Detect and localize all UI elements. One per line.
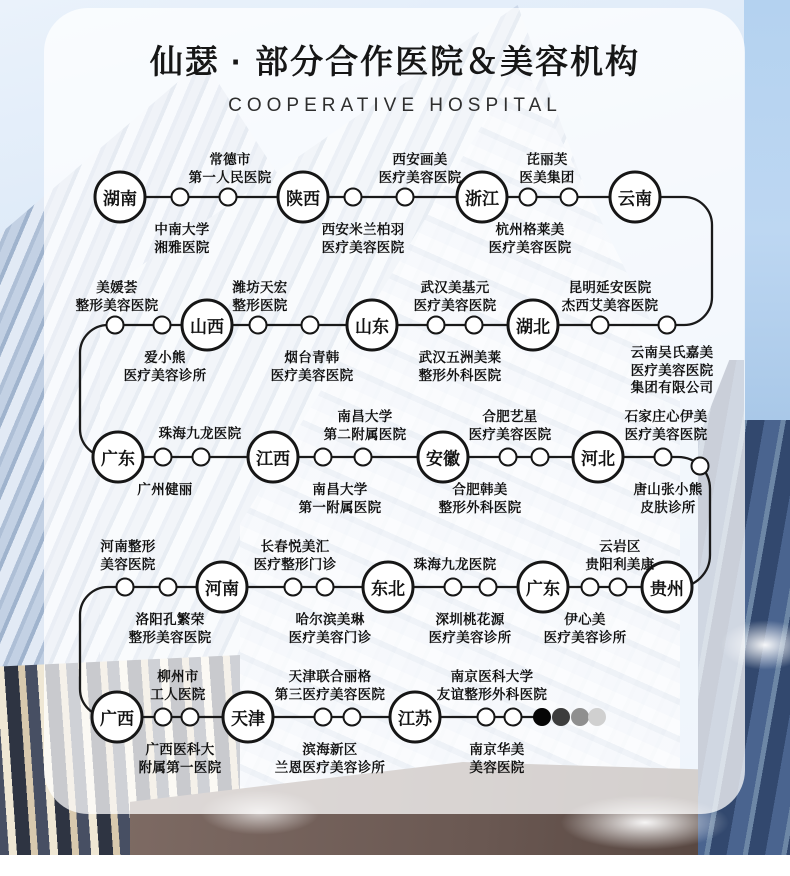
hospital-label — [289, 611, 372, 646]
station-node — [591, 316, 610, 335]
station-node — [519, 188, 538, 207]
hospital-label-line: 杰西艾美容医院 — [561, 297, 659, 313]
province-node — [456, 171, 509, 224]
hospital-label — [275, 741, 385, 776]
province-node — [247, 431, 300, 484]
hospital-label-line: 医疗美容医院 — [413, 297, 497, 313]
hospital-label-line: 柳州市 — [157, 669, 199, 684]
hospital-label — [562, 279, 659, 314]
hospital-label-line: 常德市 — [209, 152, 251, 167]
hospital-label-line: 西安米兰柏羽 — [321, 222, 405, 237]
hospital-label-line: 芘丽芙 — [526, 152, 568, 167]
hospital-label — [437, 668, 547, 703]
station-node — [560, 188, 579, 207]
hospital-label-line: 昆明延安医院 — [568, 280, 652, 295]
hospital-label-line: 云岩区 — [599, 539, 641, 554]
hospital-label-line: 医疗美容诊所 — [123, 367, 207, 383]
province-node — [609, 171, 662, 224]
hospital-label — [429, 611, 512, 646]
province-node — [517, 561, 570, 614]
hospital-label — [100, 538, 155, 573]
hospital-label-line: 医疗美容医院 — [270, 367, 354, 383]
province-label: 浙江 — [465, 189, 499, 209]
hospital-label-line: 南昌大学 — [312, 482, 368, 497]
hospital-label — [469, 408, 552, 443]
station-node — [499, 448, 518, 467]
hospital-label — [139, 741, 222, 776]
hospital-label — [324, 408, 407, 443]
end-dot — [552, 708, 570, 726]
province-label: 河北 — [581, 449, 615, 469]
hospital-label-line: 美容医院 — [469, 759, 525, 775]
province-label: 河南 — [205, 579, 239, 599]
province-label: 山西 — [190, 317, 224, 337]
station-node — [106, 316, 125, 335]
station-node — [354, 448, 373, 467]
header — [0, 36, 790, 117]
hospital-label — [634, 481, 703, 516]
province-node — [91, 691, 144, 744]
hospital-label-line: 工人医院 — [150, 686, 206, 702]
station-node — [249, 316, 268, 335]
station-node — [477, 708, 496, 727]
province-node — [507, 299, 560, 352]
hospital-label — [544, 611, 627, 646]
province-label: 湖南 — [103, 189, 137, 209]
station-node — [116, 578, 135, 597]
hospital-label-line: 医疗美容诊所 — [428, 629, 512, 645]
province-label: 湖北 — [516, 317, 550, 337]
station-node — [691, 457, 710, 476]
hospital-label-line: 集团有限公司 — [630, 380, 714, 395]
station-node — [219, 188, 238, 207]
province-node — [572, 431, 625, 484]
hospital-label-line: 医疗美容门诊 — [288, 629, 372, 645]
province-label: 贵州 — [650, 579, 684, 599]
hospital-label-line: 广西医科大 — [145, 742, 215, 757]
end-dot — [533, 708, 551, 726]
hospital-label-line: 医美集团 — [519, 169, 575, 185]
hospital-label-line: 贵阳利美康 — [585, 556, 655, 572]
station-node — [314, 708, 333, 727]
province-label: 广东 — [526, 579, 560, 599]
hospital-label-line: 唐山张小熊 — [633, 482, 703, 497]
province-label: 山东 — [355, 317, 389, 337]
hospital-label — [232, 279, 287, 314]
hospital-label-line: 整形外科医院 — [418, 367, 502, 383]
hospital-label-line: 广州健丽 — [137, 482, 193, 497]
hospital-label-line: 武汉美基元 — [420, 280, 490, 295]
hospital-label-line: 医疗美容医院 — [378, 169, 462, 185]
station-node — [444, 578, 463, 597]
station-node — [531, 448, 550, 467]
hospital-label — [159, 425, 242, 443]
province-node — [362, 561, 415, 614]
station-node — [284, 578, 303, 597]
hospital-label-line: 整形医院 — [232, 297, 288, 313]
hospital-label — [275, 668, 385, 703]
province-node — [417, 431, 470, 484]
hospital-label-line: 石家庄心伊美 — [624, 409, 708, 424]
hospital-label-line: 合肥韩美 — [452, 482, 508, 497]
hospital-label-line: 医疗美容诊所 — [543, 629, 627, 645]
hospital-label-line: 滨海新区 — [302, 742, 358, 757]
station-node — [344, 188, 363, 207]
hospital-label-line: 整形美容医院 — [128, 629, 212, 645]
station-node — [316, 578, 335, 597]
hospital-label-line: 第一附属医院 — [298, 499, 382, 515]
hospital-label — [625, 408, 708, 443]
hospital-label-line: 附属第一医院 — [138, 759, 222, 775]
hospital-label-line: 友谊整形外科医院 — [436, 686, 548, 702]
hospital-label-line: 珠海九龙医院 — [413, 557, 497, 572]
hospital-label — [439, 481, 522, 516]
hospital-label-line: 河南整形 — [100, 539, 156, 554]
hospital-label-line: 医疗美容医院 — [488, 239, 572, 255]
hospital-label-line: 中南大学 — [154, 222, 210, 237]
hospital-label-line: 哈尔滨美琳 — [295, 612, 365, 627]
hospital-label-line: 湘雅医院 — [154, 239, 210, 255]
hospital-label-line: 整形外科医院 — [438, 499, 522, 515]
province-label: 东北 — [371, 579, 405, 599]
station-node — [504, 708, 523, 727]
province-node — [389, 691, 442, 744]
station-node — [581, 578, 600, 597]
province-node — [346, 299, 399, 352]
province-node — [94, 171, 147, 224]
station-node — [154, 448, 173, 467]
province-label: 天津 — [231, 709, 265, 729]
station-node — [181, 708, 200, 727]
hospital-label-line: 伊心美 — [564, 612, 606, 627]
hospital-label-line: 潍坊天宏 — [232, 280, 288, 295]
hospital-label-line: 深圳桃花源 — [435, 612, 505, 627]
hospital-label-line: 西安画美 — [392, 152, 448, 167]
province-label: 陕西 — [286, 189, 320, 209]
station-node — [171, 188, 190, 207]
hospital-label — [271, 349, 354, 384]
hospital-label-line: 合肥艺星 — [482, 409, 538, 424]
hospital-label — [254, 538, 337, 573]
station-node — [465, 316, 484, 335]
hospital-label-line: 南昌大学 — [337, 409, 393, 424]
hospital-label-line: 南京医科大学 — [450, 669, 534, 684]
hospital-label — [150, 668, 205, 703]
station-node — [192, 448, 211, 467]
province-label: 云南 — [618, 189, 652, 209]
province-node — [181, 299, 234, 352]
hospital-label-line: 医疗美容医院 — [624, 426, 708, 442]
station-node — [654, 448, 673, 467]
hospital-label — [519, 151, 574, 186]
hospital-label-line: 珠海九龙医院 — [158, 426, 242, 441]
hospital-label — [469, 741, 524, 776]
province-label: 安徽 — [426, 449, 460, 469]
page-title: 仙瑟 · 部分合作医院＆美容机构 — [149, 43, 641, 80]
hospital-label-line: 整形美容医院 — [75, 297, 159, 313]
province-label: 江苏 — [398, 709, 432, 729]
hospital-label — [379, 151, 462, 186]
hospital-label-line: 美媛荟 — [96, 280, 138, 295]
station-node — [153, 316, 172, 335]
hospital-label — [154, 221, 209, 256]
hospital-label — [322, 221, 405, 256]
station-node — [427, 316, 446, 335]
hospital-label — [76, 279, 159, 314]
province-label: 广西 — [100, 709, 134, 729]
hospital-label — [189, 151, 272, 186]
hospital-label-line: 武汉五洲美莱 — [418, 350, 502, 365]
hospital-label-line: 杭州格莱美 — [495, 222, 565, 237]
province-label: 江西 — [256, 449, 290, 469]
hospital-label — [299, 481, 382, 516]
station-node — [343, 708, 362, 727]
hospital-label — [129, 611, 212, 646]
hospital-label-line: 长春悦美汇 — [260, 539, 330, 554]
station-node — [301, 316, 320, 335]
hospital-label — [631, 344, 714, 397]
hospital-label — [137, 481, 192, 499]
hospital-label-line: 医疗美容医院 — [321, 239, 405, 255]
page-subtitle: COOPERATIVE HOSPITAL — [228, 95, 562, 116]
hospital-label-line: 第三医疗美容医院 — [274, 686, 386, 702]
province-label: 广东 — [101, 449, 135, 469]
hospital-label — [124, 349, 207, 384]
hospital-label-line: 南京华美 — [469, 742, 525, 757]
hospital-label-line: 兰恩医疗美容诊所 — [274, 759, 386, 775]
hospital-label-line: 美容医院 — [100, 556, 156, 572]
hospital-label-line: 医疗美容医院 — [468, 426, 552, 442]
station-node — [314, 448, 333, 467]
station-node — [479, 578, 498, 597]
hospital-label-line: 云南吴氏嘉美 — [630, 345, 714, 360]
hospital-label-line: 烟台青韩 — [284, 350, 340, 365]
hospital-label — [414, 556, 497, 574]
hospital-label-line: 医疗整形门诊 — [253, 556, 337, 572]
station-node — [154, 708, 173, 727]
hospital-label — [419, 349, 502, 384]
hospital-label-line: 第一人民医院 — [188, 169, 272, 185]
station-node — [159, 578, 178, 597]
hospital-label — [586, 538, 655, 573]
province-node — [222, 691, 275, 744]
hospital-label-line: 天津联合丽格 — [288, 669, 372, 684]
hospital-label-line: 皮肤诊所 — [640, 499, 696, 515]
hospital-label — [489, 221, 572, 256]
province-node — [277, 171, 330, 224]
end-dot — [588, 708, 606, 726]
hospital-label-line: 爱小熊 — [144, 350, 186, 365]
station-node — [658, 316, 677, 335]
province-node — [196, 561, 249, 614]
hospital-label-line: 第二附属医院 — [323, 426, 407, 442]
station-node — [396, 188, 415, 207]
station-node — [609, 578, 628, 597]
hospital-label-line: 医疗美容医院 — [630, 362, 714, 378]
hospital-label-line: 洛阳孔繁荣 — [135, 612, 205, 627]
hospital-label — [414, 279, 497, 314]
end-dot — [571, 708, 589, 726]
province-node — [92, 431, 145, 484]
